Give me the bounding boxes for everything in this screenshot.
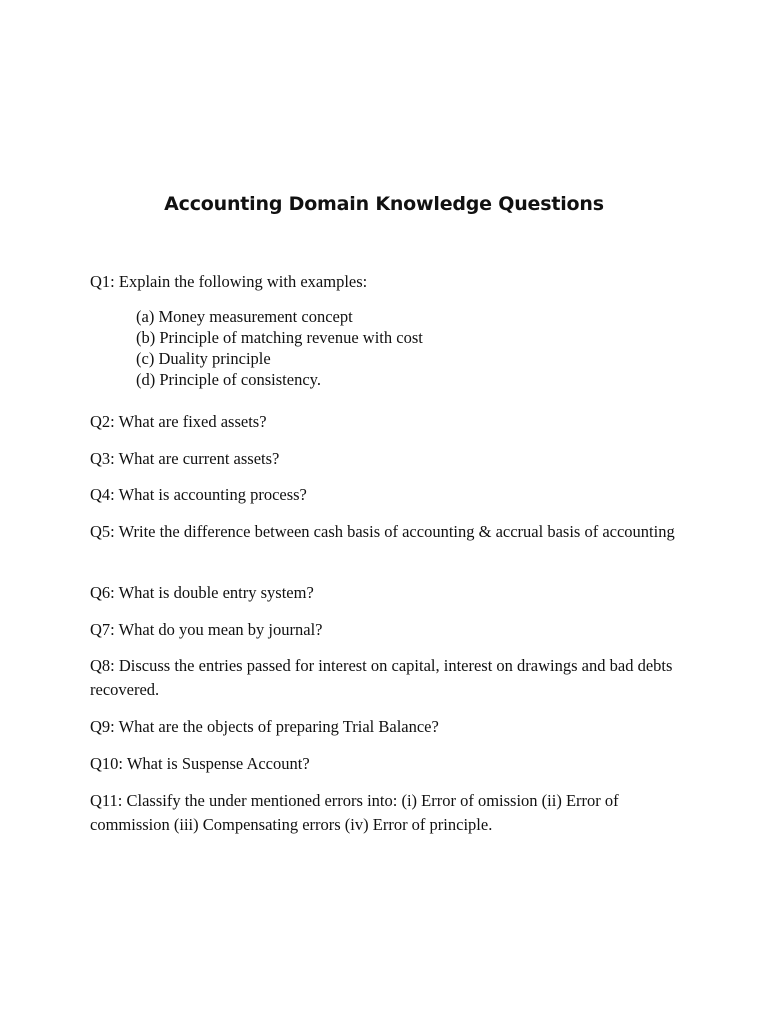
question-4: Q4: What is accounting process? xyxy=(90,485,307,504)
list-item: (c) Duality principle xyxy=(136,349,271,368)
question-11: Q11: Classify the under mentioned errors into: (i) Error of omission (ii) Error of commission (iii) Compensating errors (iv) Error of principle. xyxy=(90,791,619,834)
list-item: (d) Principle of consistency. xyxy=(136,370,321,389)
list-item: (a) Money measurement concept xyxy=(136,307,353,326)
question-7: Q7: What do you mean by journal? xyxy=(90,620,323,639)
question-5: Q5: Write the difference between cash basis of accounting & accrual basis of accounting xyxy=(90,522,675,541)
question-6: Q6: What is double entry system? xyxy=(90,583,314,602)
list-item: (b) Principle of matching revenue with cost xyxy=(136,328,423,347)
question-3: Q3: What are current assets? xyxy=(90,449,280,468)
question-1-items xyxy=(136,306,423,390)
question-8: Q8: Discuss the entries passed for interest on capital, interest on drawings and bad debts recovered. xyxy=(90,656,673,699)
question-1: Q1: Explain the following with examples: xyxy=(90,272,368,291)
question-9: Q9: What are the objects of preparing Trial Balance? xyxy=(90,717,439,736)
question-10: Q10: What is Suspense Account? xyxy=(90,754,310,773)
document-title: Accounting Domain Knowledge Questions xyxy=(164,193,604,215)
question-2: Q2: What are fixed assets? xyxy=(90,412,267,431)
